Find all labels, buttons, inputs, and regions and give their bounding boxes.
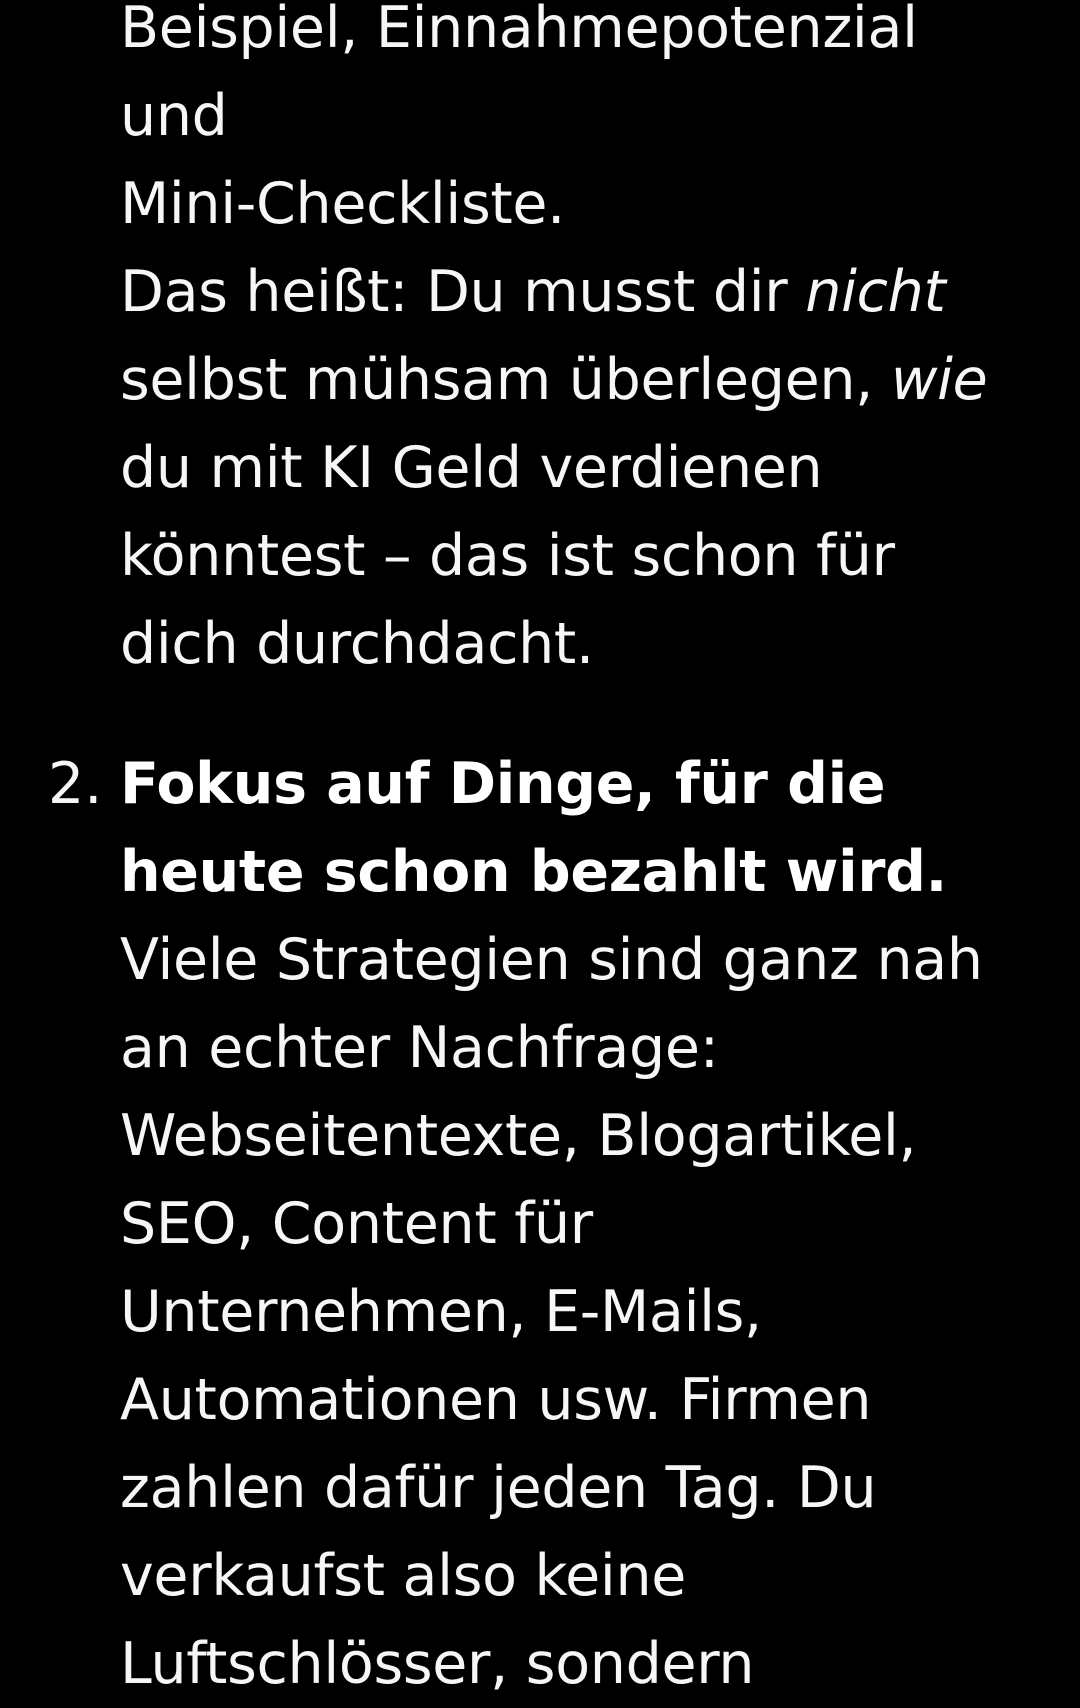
list-item-body: Viele Strategien sind ganz nah an echter Nachfrage: Webseitentexte, Blogartikel, SEO, Content für Unternehmen, E-Mails, Automationen usw. Firmen zahlen dafür jeden Tag. Du verkaufst also keine Luftschlösser, sondern [120,927,983,1697]
list-item [48,740,1002,1708]
list-item-heading: Fokus auf Dinge, für die heute schon bezahlt wird. [120,751,948,905]
intro-emphasis-wie: wie [890,347,988,413]
intro-sentence-part-3: du mit KI Geld verdienen könntest – das ist schon für dich durchdacht. [120,435,895,677]
intro-line-1: Beispiel, Einnahmepotenzial und [120,0,918,149]
intro-sentence-part-2: selbst mühsam überlegen, [120,347,891,413]
intro-emphasis-nicht: nicht [805,259,946,325]
paragraph-spacer [120,688,1002,740]
list-item-marker: 2. [48,751,103,817]
text-flow [48,0,1002,1708]
intro-sentence-part-1: Das heißt: Du musst dir [120,259,806,325]
intro-line-2: Mini-Checkliste. [120,171,565,237]
intro-sentence [120,248,1002,688]
